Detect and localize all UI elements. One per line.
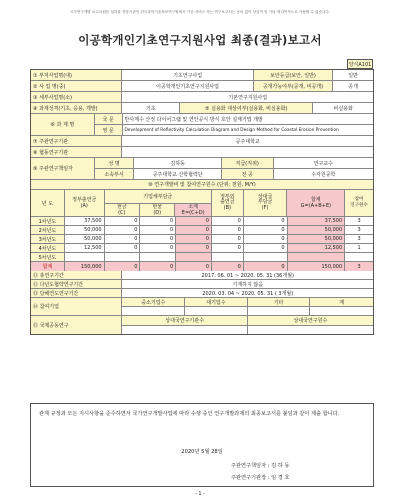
budget-cell-partner-fund: 0 [244,244,288,252]
value-pi-dept: 공주대학교 산학협력단 [134,169,221,179]
row-lead-institution [31,136,373,147]
label-large-count: 대기업수 [185,298,248,306]
budget-row [31,244,373,253]
budget-cell-gov-fund: 50,000 [65,226,105,234]
row-participating-companies [31,298,373,316]
label-total-count: 계 [339,299,345,306]
budget-cell-gov-fund: 12,500 [65,244,105,252]
col-gov-fund: 정부출연금 (A) [65,190,105,216]
budget-cell-total: 50,000 [288,235,346,243]
value-program: 이공학개인기초연구지원사업 [122,81,253,91]
budget-cell-partner-fund: 0 [244,226,288,234]
budget-cell-subtotal [176,253,212,261]
value-coop-institution [122,147,373,157]
budget-cell-year: 4차년도 [31,244,65,252]
submission-date: 2020년 5월 28일 [181,449,223,455]
col-subtotal: 소계 E=(C+D) [175,204,210,217]
budget-row [31,235,373,244]
report-form [30,61,374,335]
row-principal-investigator [31,158,373,180]
col-total: 합계 G=(A+B+E) [287,190,345,216]
label-pi-major: 전 공 [222,169,274,179]
budget-cell-local-fund: 0 [212,226,244,234]
budget-cell-year: 합계 [31,262,65,271]
budget-cell-partner-fund [244,253,288,261]
statement-text: 관계 규정과 모든 지시사항을 준수하면서 국가연구개발사업에 따라 수행 중인 연구개발과제의 최종보고서를 붙임과 같이 제출 합니다. [39,411,340,417]
label-lead-institution: ⑦ 주관연구기관 [31,136,122,146]
value-total-count [310,307,373,315]
value-current-period: 2020. 03. 04 ~ 2020. 05. 31 ( 3개월) [122,289,373,297]
budget-cell-local-fund: 0 [212,244,244,252]
label-ministry-program: ① 부처사업명(대) [31,70,122,80]
budget-cell-cash [105,253,141,261]
label-principal-investigator: ⑨ 주관연구책임자 [31,158,95,179]
label-program: ② 사 업 명(중) [31,81,122,91]
row-budget-header [31,180,373,190]
budget-cell-total [288,253,346,261]
label-partner-researchers: 상대국연구원수 [293,317,328,324]
budget-cell-year: 3차년도 [31,235,65,243]
budget-cell-gov-fund [65,253,105,261]
row-coop-institution [31,147,373,158]
label-pi-dept: 소속부서 [95,169,135,179]
budget-cell-inkind: 0 [140,262,176,271]
value-total-period: 2017. 06. 01 ~ 2020. 05. 31 (36개월) [122,271,373,279]
label-korean: 국 문 [95,114,122,125]
budget-cell-inkind: 0 [140,217,176,225]
page-title: 이공학개인기초연구지원사업 최종(결과)보고서 [78,33,322,47]
international-grid [122,316,373,334]
row-budget-columns [31,190,373,217]
form-id-badge: 양식A101 [347,59,373,69]
budget-cell-subtotal: 0 [176,244,212,252]
budget-cell-researchers: 3 [345,235,373,243]
col-local-fund: 정부외 출연금 (B) [212,190,244,216]
budget-cell-inkind: 0 [140,226,176,234]
budget-cell-partner-fund: 0 [244,235,288,243]
budget-cell-inkind: 0 [140,244,176,252]
budget-row [31,217,373,226]
col-partner-fund: 상대국 부담금 (F) [244,190,288,216]
label-disclosure: 공개가능여부(공개, 비공개) [254,81,334,91]
budget-cell-cash: 0 [105,235,141,243]
label-total-period: ⑪ 총연구기간 [31,271,122,279]
value-pi-position: 연구교수 [274,158,373,168]
value-pi-major: 수자원공학 [274,169,373,179]
label-current-period: ⑬ 당해연도연구기간 [31,289,122,297]
row-program [31,81,373,92]
page-number: - 1 - [195,491,205,497]
col-researchers: 참여 연구원수 [350,197,368,208]
budget-cell-year: 1차년도 [31,217,65,225]
label-pi-name: 성 명 [95,158,135,168]
row-multiyear-period [31,280,373,289]
budget-cell-total: 150,000 [288,262,346,271]
task-name-lang-labels [95,114,123,135]
value-large-count [185,307,248,315]
budget-cell-local-fund: 0 [212,217,244,225]
budget-cell-local-fund: 0 [212,262,244,271]
budget-row [31,226,373,235]
budget-cell-year: 5차년도 [31,253,65,261]
row-ministry-program [31,70,373,81]
budget-cell-total: 12,500 [288,244,346,252]
budget-cell-cash: 0 [105,262,141,271]
budget-cell-researchers: 1 [345,244,373,252]
row-current-period [31,289,373,298]
budget-cell-total: 37,500 [288,217,346,225]
label-task-name: ⑥ 과 제 명 [31,114,95,135]
label-multiyear-period: ⑫ 다년도협약연구기간 [31,280,122,288]
value-partner-researchers [248,326,373,335]
participants-grid [122,298,373,315]
col-cash: 현금 (C) [105,204,140,217]
budget-cell-total: 50,000 [288,226,346,234]
label-task-nature: ④ 과제성격(기초, 응용, 개발) [31,103,122,113]
submission-statement [30,403,374,487]
budget-cell-subtotal: 0 [176,235,212,243]
value-english-title: Development of Reflectivity Calculation Diagram and Design Method for Coastal Erosion Prevention [124,127,339,133]
budget-cell-partner-fund: 0 [244,262,288,271]
budget-cell-partner-fund: 0 [244,217,288,225]
value-other-count [248,307,311,315]
row-task-name [31,114,373,136]
col-inkind: 현물 (D) [140,204,175,217]
row-task-nature [31,103,373,114]
budget-row [31,253,373,262]
value-sme-count [122,307,185,315]
budget-cell-inkind [140,253,176,261]
budget-cell-subtotal: 0 [176,262,212,271]
col-private-group [105,190,212,216]
label-commercialization: ⑤ 실용화 대상여부(실용화, 비실용화) [180,103,313,113]
value-partner-institutions [122,326,247,335]
label-partner-institutions: 상대국연구기관수 [122,316,247,325]
label-security-level: 보안등급(보안, 일반) [254,70,334,80]
budget-sum-row [31,262,373,271]
budget-cell-subtotal: 0 [176,217,212,225]
value-sub-program: 기본연구지원사업 [122,92,373,102]
budget-cell-inkind: 0 [140,235,176,243]
task-name-values [123,114,374,135]
budget-cell-gov-fund: 150,000 [65,262,105,271]
value-security-level: 일반 [333,70,373,80]
budget-cell-cash: 0 [105,226,141,234]
label-english: 영 문 [102,127,114,134]
budget-cell-gov-fund: 50,000 [65,235,105,243]
budget-cell-researchers: 3 [345,217,373,225]
value-korean-title: 반사계수 산정 다이어그램 및 연안공식 방식 호안 설계기법 개발 [123,114,374,125]
budget-cell-gov-fund: 37,500 [65,217,105,225]
value-multiyear-period: 기재하지 않음 [122,280,373,288]
budget-cell-researchers: 3 [345,262,373,271]
label-pi-position: 직급(직위) [222,158,274,168]
col-year: 년 도 [31,190,65,216]
row-sub-program [31,92,373,103]
col-private: 기업체부담금 [105,190,211,204]
pi-details [95,158,373,179]
budget-cell-subtotal: 0 [176,226,212,234]
budget-cell-cash: 0 [105,244,141,252]
label-other-count: 기타 [248,298,311,306]
budget-rows [31,217,373,271]
label-sub-program: ③ 세부사업명(소) [31,92,122,102]
value-commercialization: 비실용화 [313,103,373,113]
value-pi-name: 김하동 [134,158,221,168]
budget-cell-researchers [345,253,373,261]
value-ministry-program: 기초연구사업 [122,70,253,80]
row-international [31,316,373,334]
value-disclosure: 공개 [333,81,373,91]
budget-cell-local-fund: 0 [212,235,244,243]
institution-head-signature: 주관연구기관장 : 임 경 호 [231,475,290,481]
label-participating-companies: ⑭ 참여기업 [31,298,122,315]
copyright-notice: 국가연구개발 보고서원문 성과물 전담기관인 한국과학기술정보연구원에서 가공·서비스 하는 연구보고서는 동의 없이 상업적 및 기타 영리목적으로 사용할 수 없습니다. [69,10,331,14]
label-international: ⑮ 국제공동연구 [31,316,122,334]
budget-cell-year: 2차년도 [31,226,65,234]
value-task-nature: 기초 [122,103,180,113]
budget-section-title: ⑩ 연구개발비 및 참여연구원수 (단위: 천원, M/Y) [148,182,256,188]
budget-cell-local-fund [212,253,244,261]
pi-signature: 주관연구책임자 : 김 하 동 [231,463,290,469]
budget-cell-cash: 0 [105,217,141,225]
budget-cell-researchers: 3 [345,226,373,234]
row-total-period [31,271,373,280]
label-sme-count: 중소기업수 [122,298,185,306]
value-lead-institution: 공주대학교 [122,136,373,146]
label-coop-institution: ⑧ 협동연구기관 [31,147,122,157]
